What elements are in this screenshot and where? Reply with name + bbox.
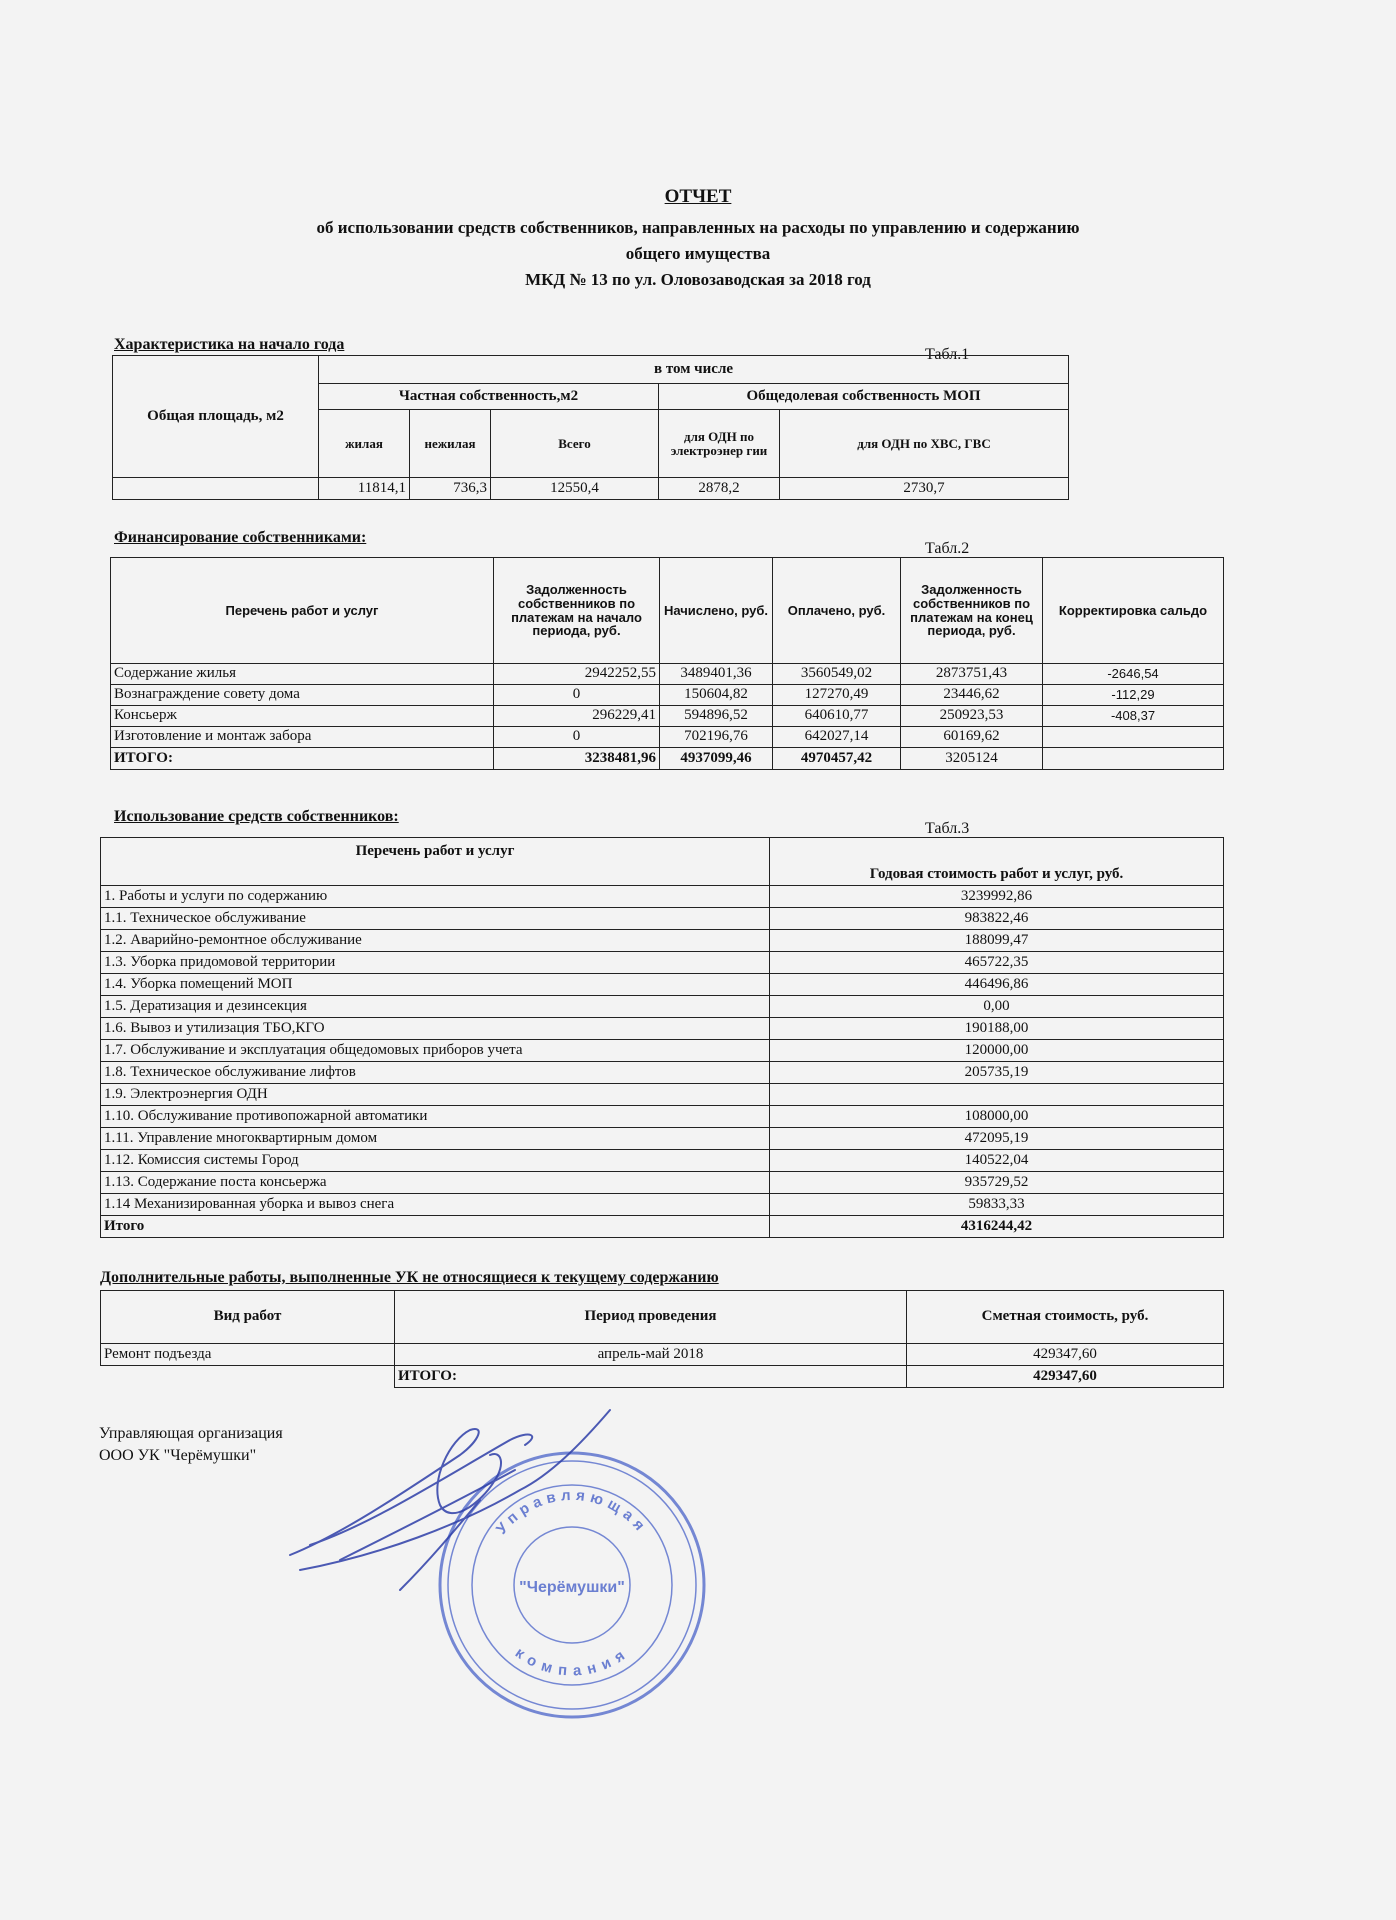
t2-total-paid: 4970457,42 (773, 748, 901, 770)
t3-row-cost: 190188,00 (770, 1018, 1224, 1040)
t4-total-value: 429347,60 (907, 1366, 1224, 1388)
t3-row-cost: 140522,04 (770, 1150, 1224, 1172)
table-row (101, 1150, 1224, 1172)
t3-row-name: 1.9. Электроэнергия ОДН (101, 1084, 770, 1106)
t3-row-name: 1.3. Уборка придомовой территории (101, 952, 770, 974)
table-row (101, 1194, 1224, 1216)
table-row (101, 952, 1224, 974)
t2-header-work: Перечень работ и услуг (111, 558, 494, 664)
table-row (101, 1106, 1224, 1128)
t2-row-correction: -112,29 (1043, 685, 1224, 706)
t3-row-name: 1.12. Комиссия системы Город (101, 1150, 770, 1172)
t2-header-charged: Начислено, руб. (660, 558, 773, 664)
t3-row-name: 1.5. Дератизация и дезинсекция (101, 996, 770, 1018)
table-area-characteristics (112, 355, 1069, 500)
table-row (101, 886, 1224, 908)
table-row (101, 974, 1224, 996)
table-row (101, 930, 1224, 952)
table-row (101, 1344, 1224, 1366)
signature (280, 1385, 620, 1615)
t2-total-label: ИТОГО: (111, 748, 494, 770)
t2-header-debt-end: Задолженность собственников по платежам на конец периода, руб. (901, 558, 1043, 664)
t2-row-debt-end: 23446,62 (901, 685, 1043, 706)
t3-header-cost: Годовая стоимость работ и услуг, руб. (770, 838, 1224, 886)
t2-header-correction: Корректировка сальдо (1043, 558, 1224, 664)
table-row (101, 1018, 1224, 1040)
t4-row-period: апрель-май 2018 (395, 1344, 907, 1366)
t4-header-cost: Сметная стоимость, руб. (907, 1291, 1224, 1344)
t3-row-name: 1.14 Механизированная уборка и вывоз снега (101, 1194, 770, 1216)
t3-row-cost: 935729,52 (770, 1172, 1224, 1194)
t3-label: Табл.3 (925, 820, 970, 837)
t2-header-debt-start: Задолженность собственников по платежам на начало периода, руб. (494, 558, 660, 664)
table-row (101, 908, 1224, 930)
t4-total-label: ИТОГО: (395, 1366, 907, 1388)
table-row (111, 727, 1224, 748)
stamp-ring-bottom: компания (511, 1644, 633, 1680)
t3-row-cost (770, 1084, 1224, 1106)
stamp-center-text: "Черёмушки" (519, 1579, 625, 1596)
t3-row-name: 1.1. Техническое обслуживание (101, 908, 770, 930)
report-subtitle-1: об использовании средств собственников, направленных на расходы по управлению и содержанию (316, 218, 1080, 237)
table-additional-works (100, 1290, 1224, 1388)
t2-row-name: Изготовление и монтаж забора (111, 727, 494, 748)
t3-row-name: 1. Работы и услуги по содержанию (101, 886, 770, 908)
t3-total-label: Итого (101, 1216, 770, 1238)
table-row (101, 1172, 1224, 1194)
t2-row-charged: 3489401,36 (660, 664, 773, 685)
t3-row-name: 1.6. Вывоз и утилизация ТБО,КГО (101, 1018, 770, 1040)
table-row (101, 1062, 1224, 1084)
t3-row-cost: 983822,46 (770, 908, 1224, 930)
t1-header-common: Общедолевая собственность МОП (659, 384, 1069, 410)
t3-row-cost: 108000,00 (770, 1106, 1224, 1128)
t2-row-charged: 702196,76 (660, 727, 773, 748)
t2-label: Табл.2 (925, 540, 970, 557)
t2-total-correction (1043, 748, 1224, 770)
t2-row-paid: 642027,14 (773, 727, 901, 748)
t3-row-cost: 446496,86 (770, 974, 1224, 996)
table-row (101, 1084, 1224, 1106)
stamp-ring-top: Управляющая (492, 1486, 652, 1538)
report-subtitle-2: общего имущества (625, 244, 771, 263)
t3-row-name: 1.8. Техническое обслуживание лифтов (101, 1062, 770, 1084)
t3-row-cost: 472095,19 (770, 1128, 1224, 1150)
table-usage (100, 837, 1224, 1238)
t3-row-name: 1.11. Управление многоквартирным домом (101, 1128, 770, 1150)
t2-row-name: Содержание жилья (111, 664, 494, 685)
t2-row-correction: -2646,54 (1043, 664, 1224, 685)
t1-header-nonresidential: нежилая (410, 410, 491, 478)
svg-text:компания (512, 1644, 632, 1679)
t3-row-cost: 188099,47 (770, 930, 1224, 952)
t4-header-type: Вид работ (101, 1291, 395, 1344)
t3-row-cost: 3239992,86 (770, 886, 1224, 908)
t2-row-name: Консьерж (111, 706, 494, 727)
t1-value-odn-electric: 2878,2 (659, 478, 780, 500)
t2-row-debt-start: 0 (494, 685, 660, 706)
t1-section-title: Характеристика на начало года (114, 336, 345, 353)
t2-row-name: Вознаграждение совету дома (111, 685, 494, 706)
t2-row-charged: 594896,52 (660, 706, 773, 727)
t2-row-paid: 3560549,02 (773, 664, 901, 685)
table-row (111, 685, 1224, 706)
table-total-row (101, 1216, 1224, 1238)
table-row (101, 1128, 1224, 1150)
t4-header-period: Период проведения (395, 1291, 907, 1344)
t2-row-debt-end: 250923,53 (901, 706, 1043, 727)
t3-row-name: 1.13. Содержание поста консьержа (101, 1172, 770, 1194)
t1-label: Табл.1 (925, 346, 970, 363)
t2-row-debt-start: 2942252,55 (494, 664, 660, 685)
t4-section-title: Дополнительные работы, выполненные УК не относящиеся к текущему содержанию (100, 1269, 719, 1286)
t3-total-value: 4316244,42 (770, 1216, 1224, 1238)
t2-row-charged: 150604,82 (660, 685, 773, 706)
report-subtitle-3: МКД № 13 по ул. Оловозаводская за 2018 год (525, 270, 871, 289)
t2-row-debt-end: 2873751,43 (901, 664, 1043, 685)
t1-value-all: 12550,4 (491, 478, 659, 500)
t2-row-correction (1043, 727, 1224, 748)
t1-value-odn-water: 2730,7 (780, 478, 1069, 500)
t3-header-work: Перечень работ и услуг (101, 838, 770, 886)
org-line-1: Управляющая организация (99, 1425, 283, 1442)
t4-row-type: Ремонт подъезда (101, 1344, 395, 1366)
t2-row-paid: 640610,77 (773, 706, 901, 727)
t2-row-correction: -408,37 (1043, 706, 1224, 727)
t3-row-cost: 0,00 (770, 996, 1224, 1018)
table-row (111, 706, 1224, 727)
t3-section-title: Использование средств собственников: (114, 808, 399, 825)
report-title: ОТЧЕТ (664, 186, 732, 207)
t3-row-cost: 205735,19 (770, 1062, 1224, 1084)
t2-total-charged: 4937099,46 (660, 748, 773, 770)
t1-header-incl: в том числе (319, 356, 1069, 384)
t3-row-name: 1.2. Аварийно-ремонтное обслуживание (101, 930, 770, 952)
t1-cell-empty (113, 478, 319, 500)
t2-section-title: Финансирование собственниками: (114, 529, 367, 546)
t4-row-cost: 429347,60 (907, 1344, 1224, 1366)
t2-total-debt-start: 3238481,96 (494, 748, 660, 770)
t3-row-name: 1.4. Уборка помещений МОП (101, 974, 770, 996)
t1-header-total-area: Общая площадь, м2 (113, 356, 319, 478)
table-row (111, 664, 1224, 685)
t3-row-name: 1.10. Обслуживание противопожарной автоматики (101, 1106, 770, 1128)
t3-row-cost: 120000,00 (770, 1040, 1224, 1062)
table-row (101, 996, 1224, 1018)
t2-row-debt-start: 0 (494, 727, 660, 748)
org-line-2: ООО УК "Черёмушки" (99, 1447, 257, 1464)
t2-total-debt-end: 3205124 (901, 748, 1043, 770)
t2-row-debt-end: 60169,62 (901, 727, 1043, 748)
t2-row-debt-start: 296229,41 (494, 706, 660, 727)
t1-header-odn-electric: для ОДН по электроэнер гии (659, 410, 780, 478)
t1-value-residential: 11814,1 (319, 478, 410, 500)
t2-header-paid: Оплачено, руб. (773, 558, 901, 664)
t1-header-odn-water: для ОДН по ХВС, ГВС (780, 410, 1069, 478)
t1-value-nonresidential: 736,3 (410, 478, 491, 500)
t3-row-name: 1.7. Обслуживание и эксплуатация общедомовых приборов учета (101, 1040, 770, 1062)
table-total-row (101, 1366, 1224, 1388)
t1-header-private: Частная собственность,м2 (319, 384, 659, 410)
t1-header-residential: жилая (319, 410, 410, 478)
t1-header-all: Всего (491, 410, 659, 478)
table-financing (110, 557, 1224, 770)
t2-row-paid: 127270,49 (773, 685, 901, 706)
table-row (101, 1040, 1224, 1062)
table-total-row (111, 748, 1224, 770)
t3-row-cost: 465722,35 (770, 952, 1224, 974)
t3-row-cost: 59833,33 (770, 1194, 1224, 1216)
